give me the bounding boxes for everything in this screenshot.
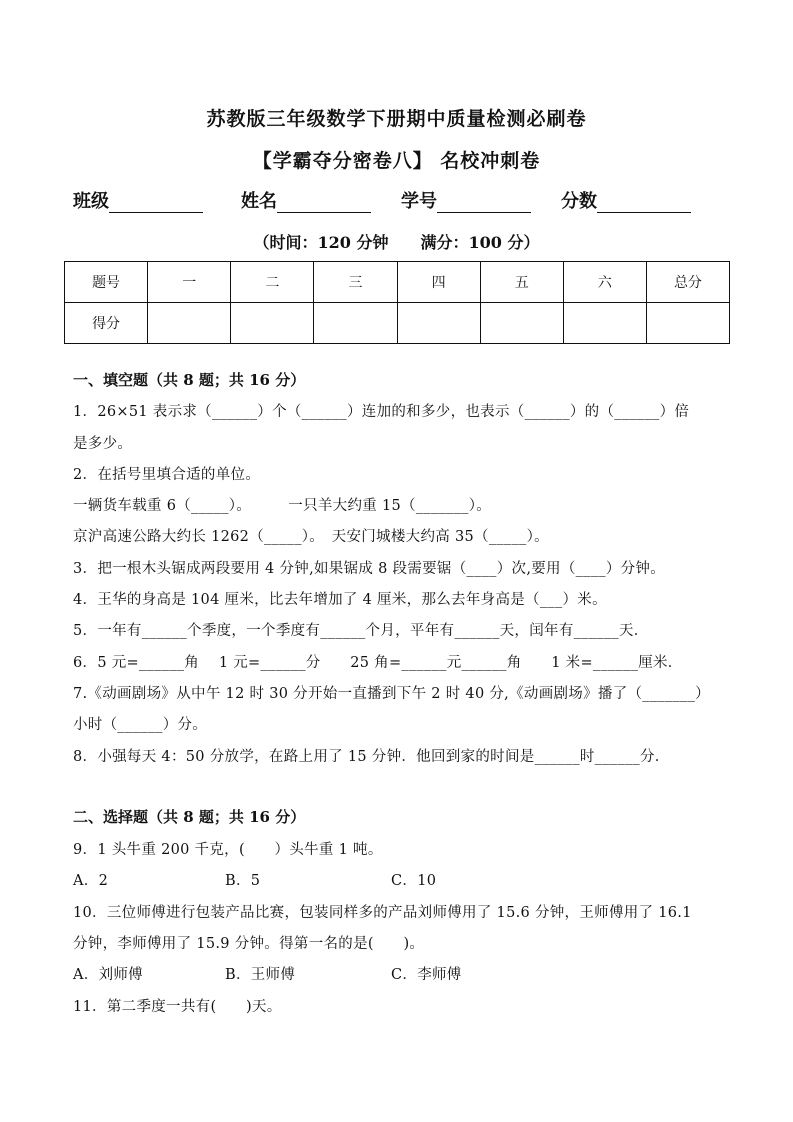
section-heading: 二、选择题（共 8 题；共 16 分）: [73, 808, 306, 826]
question-line: 8．小强每天 4：50 分放学，在路上用了 15 分钟．他回到家的时间是______时______分．: [73, 749, 670, 765]
student-info-row: [73, 187, 713, 213]
name-label: 姓名: [241, 191, 277, 212]
question-line: 9．1 头牛重 200 千克，( ）头牛重 1 吨。: [73, 842, 383, 858]
option-b[interactable]: B．5: [225, 873, 261, 889]
score-table-header: 二: [231, 262, 314, 303]
score-cell[interactable]: [231, 303, 314, 344]
class-field: [73, 187, 203, 213]
question-line: 4．王华的身高是 104 厘米，比去年增加了 4 厘米，那么去年身高是（___）米。: [73, 592, 607, 608]
question-line: 5．一年有______个季度，一个季度有______个月，平年有______天，闰年有______天．: [73, 623, 649, 639]
question-line: 7.《动画剧场》从中午 12 时 30 分开始一直播到下午 2 时 40 分,《动画剧场》播了（_______）: [73, 686, 710, 702]
score-row-label: 得分: [65, 303, 148, 344]
option-b[interactable]: B．王师傅: [225, 967, 296, 983]
page-subtitle: 【学霸夺分密卷八】 名校冲刺卷: [252, 150, 541, 172]
class-blank: [109, 192, 203, 213]
option-a[interactable]: A．刘师傅: [73, 967, 143, 983]
id-field: [401, 187, 531, 213]
question-line: 2．在括号里填合适的单位。: [73, 467, 261, 483]
score-field: [561, 187, 691, 213]
score-cell[interactable]: [314, 303, 397, 344]
question-line: 一辆货车载重 6（_____）。 一只羊大约重 15（_______）。: [73, 498, 492, 514]
question-line: 1．26×51 表示求（______）个（______）连加的和多少，也表示（______）的（______）倍: [73, 404, 690, 420]
score-table-header: 四: [397, 262, 480, 303]
score-table-header-row: [65, 262, 730, 303]
score-table-header: 题号: [65, 262, 148, 303]
section-heading: 一、填空题（共 8 题；共 16 分）: [73, 371, 306, 389]
class-label: 班级: [73, 191, 109, 212]
score-table-header: 六: [563, 262, 646, 303]
score-table: [64, 261, 730, 344]
id-blank: [437, 192, 531, 213]
score-cell[interactable]: [646, 303, 729, 344]
question-line: 11．第二季度一共有( )天。: [73, 999, 282, 1015]
name-field: [241, 187, 371, 213]
option-a[interactable]: A．2: [73, 873, 109, 889]
question-line: 3．把一根木头锯成两段要用 4 分钟,如果锯成 8 段需要锯（____）次,要用（____）分钟。: [73, 561, 666, 577]
page-title: 苏教版三年级数学下册期中质量检测必刷卷: [206, 108, 587, 130]
score-cell[interactable]: [148, 303, 231, 344]
score-table-header: 总分: [646, 262, 729, 303]
score-cell[interactable]: [397, 303, 480, 344]
option-c[interactable]: C．李师傅: [391, 967, 462, 983]
score-cell[interactable]: [563, 303, 646, 344]
question-line: 京沪高速公路大约长 1262（_____）。 天安门城楼大约高 35（_____）。: [73, 529, 549, 545]
score-label: 分数: [561, 191, 597, 212]
score-table-header: 五: [480, 262, 563, 303]
id-label: 学号: [401, 191, 437, 212]
question-line: 分钟，李师傅用了 15.9 分钟。得第一名的是( )。: [73, 936, 425, 952]
option-c[interactable]: C．10: [391, 873, 437, 889]
score-blank: [597, 192, 691, 213]
time-info: （时间：120 分钟 满分：100 分）: [253, 233, 540, 252]
question-line: 小时（______）分。: [73, 717, 208, 733]
score-table-score-row: [65, 303, 730, 344]
question-line: 10．三位师傅进行包装产品比赛，包装同样多的产品刘师傅用了 15.6 分钟，王师傅用了 16.1: [73, 905, 692, 921]
score-cell[interactable]: [480, 303, 563, 344]
score-table-header: 一: [148, 262, 231, 303]
name-blank: [277, 192, 371, 213]
question-line: 是多少。: [73, 436, 133, 452]
question-line: 6．5 元=______角 1 元=______分 25 角=______元______角 1 米=______厘米．: [73, 655, 683, 671]
score-table-header: 三: [314, 262, 397, 303]
